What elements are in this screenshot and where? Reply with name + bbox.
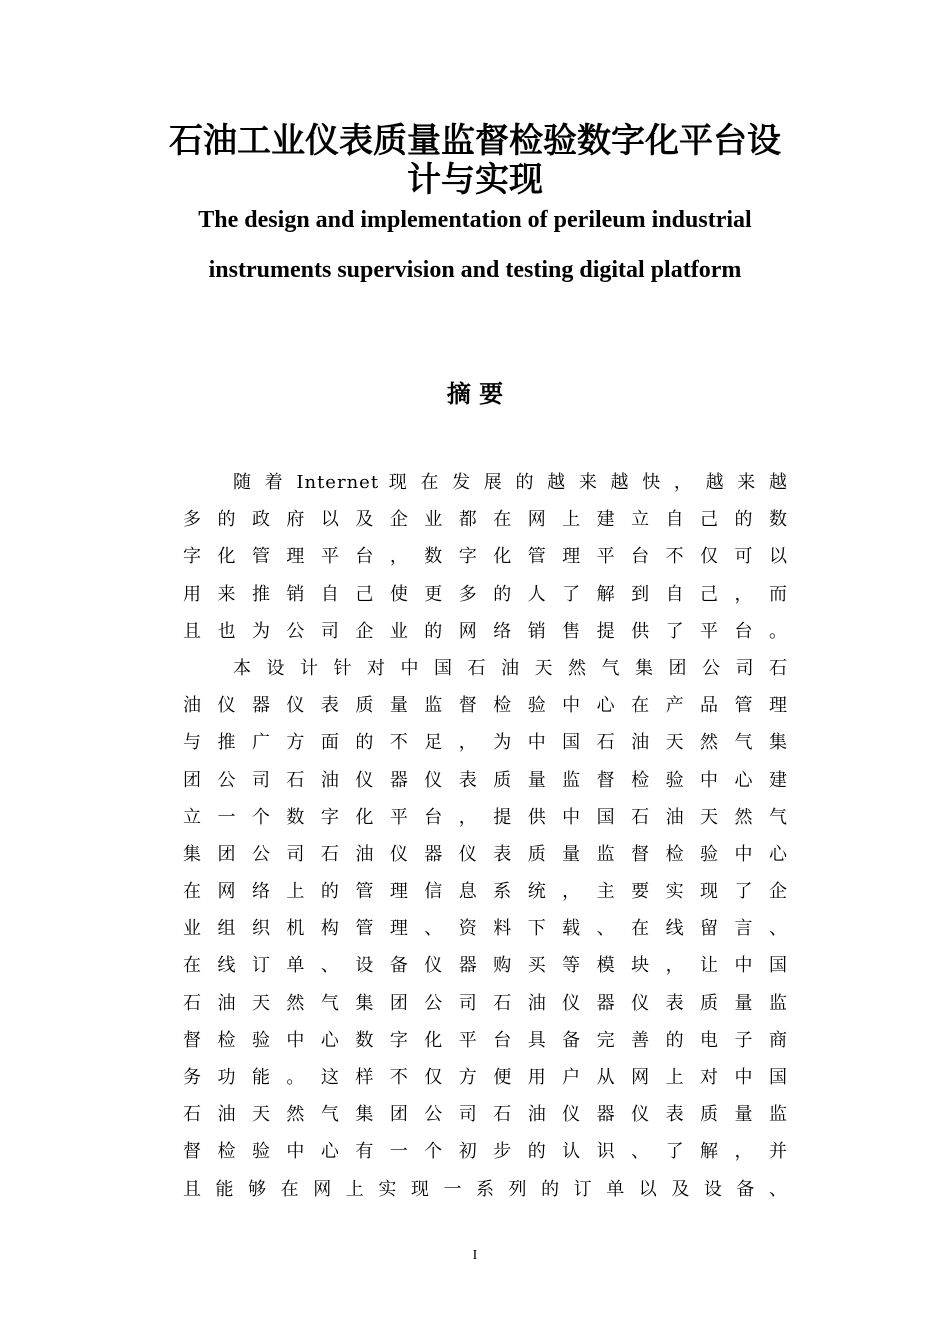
abstract-line: 督 检 验 中 心 数 字 化 平 台 具 备 完 善 的 电 子 商: [183, 1029, 788, 1051]
abstract-line: 立 一 个 数 字 化 平 台 ， 提 供 中 国 石 油 天 然 气: [183, 806, 788, 828]
title-chinese-line-2: 计与实现: [407, 160, 543, 200]
abstract-line: 字 化 管 理 平 台 ， 数 字 化 管 理 平 台 不 仅 可 以: [183, 546, 788, 568]
abstract-line: 集 团 公 司 石 油 仪 器 仪 表 质 量 监 督 检 验 中 心: [183, 843, 788, 865]
abstract-line: 随 着 Internet 现 在 发 展 的 越 来 越 快 ， 越 来 越: [233, 472, 788, 493]
abstract-line: 务 功 能 。 这 样 不 仅 方 便 用 户 从 网 上 对 中 国: [183, 1067, 788, 1088]
abstract-line: 在 网 络 上 的 管 理 信 息 系 统 ， 主 要 实 现 了 企: [183, 881, 788, 903]
abstract-line: 用 来 推 销 自 己 使 更 多 的 人 了 解 到 自 己 ， 而: [183, 583, 788, 605]
title-chinese-line-1: 石油工业仪表质量监督检验数字化平台设: [169, 121, 781, 161]
title-english-line-1: The design and implementation of perileum industrial: [198, 207, 752, 233]
abstract-line: 督 检 验 中 心 有 一 个 初 步 的 认 识 、 了 解 ， 并: [183, 1141, 788, 1163]
abstract-heading: 摘 要: [446, 380, 504, 408]
abstract-line: 且 能 够 在 网 上 实 现 一 系 列 的 订 单 以 及 设 备 、: [183, 1178, 788, 1200]
abstract-line: 团 公 司 石 油 仪 器 仪 表 质 量 监 督 检 验 中 心 建: [183, 769, 788, 791]
abstract-line: 在 线 订 单 、 设 备 仪 器 购 买 等 模 块 ， 让 中 国: [183, 955, 788, 977]
abstract-line: 油 仪 器 仪 表 质 量 监 督 检 验 中 心 在 产 品 管 理: [183, 695, 788, 717]
abstract-line: 且 也 为 公 司 企 业 的 网 络 销 售 提 供 了 平 台 。: [183, 620, 788, 642]
abstract-line: 与 推 广 方 面 的 不 足 ， 为 中 国 石 油 天 然 气 集: [183, 732, 788, 754]
abstract-line: 本 设 计 针 对 中 国 石 油 天 然 气 集 团 公 司 石: [233, 657, 788, 679]
abstract-line: 多 的 政 府 以 及 企 业 都 在 网 上 建 立 自 己 的 数: [183, 509, 788, 531]
title-english-line-2: instruments supervision and testing digital platform: [208, 257, 742, 283]
abstract-line: 业 组 织 机 构 管 理 、 资 料 下 载 、 在 线 留 言 、: [183, 918, 788, 940]
abstract-body: [183, 464, 788, 1208]
abstract-line: 石 油 天 然 气 集 团 公 司 石 油 仪 器 仪 表 质 量 监: [183, 1104, 788, 1126]
abstract-line: 石 油 天 然 气 集 团 公 司 石 油 仪 器 仪 表 质 量 监: [183, 992, 788, 1014]
page-number: I: [472, 1248, 478, 1263]
